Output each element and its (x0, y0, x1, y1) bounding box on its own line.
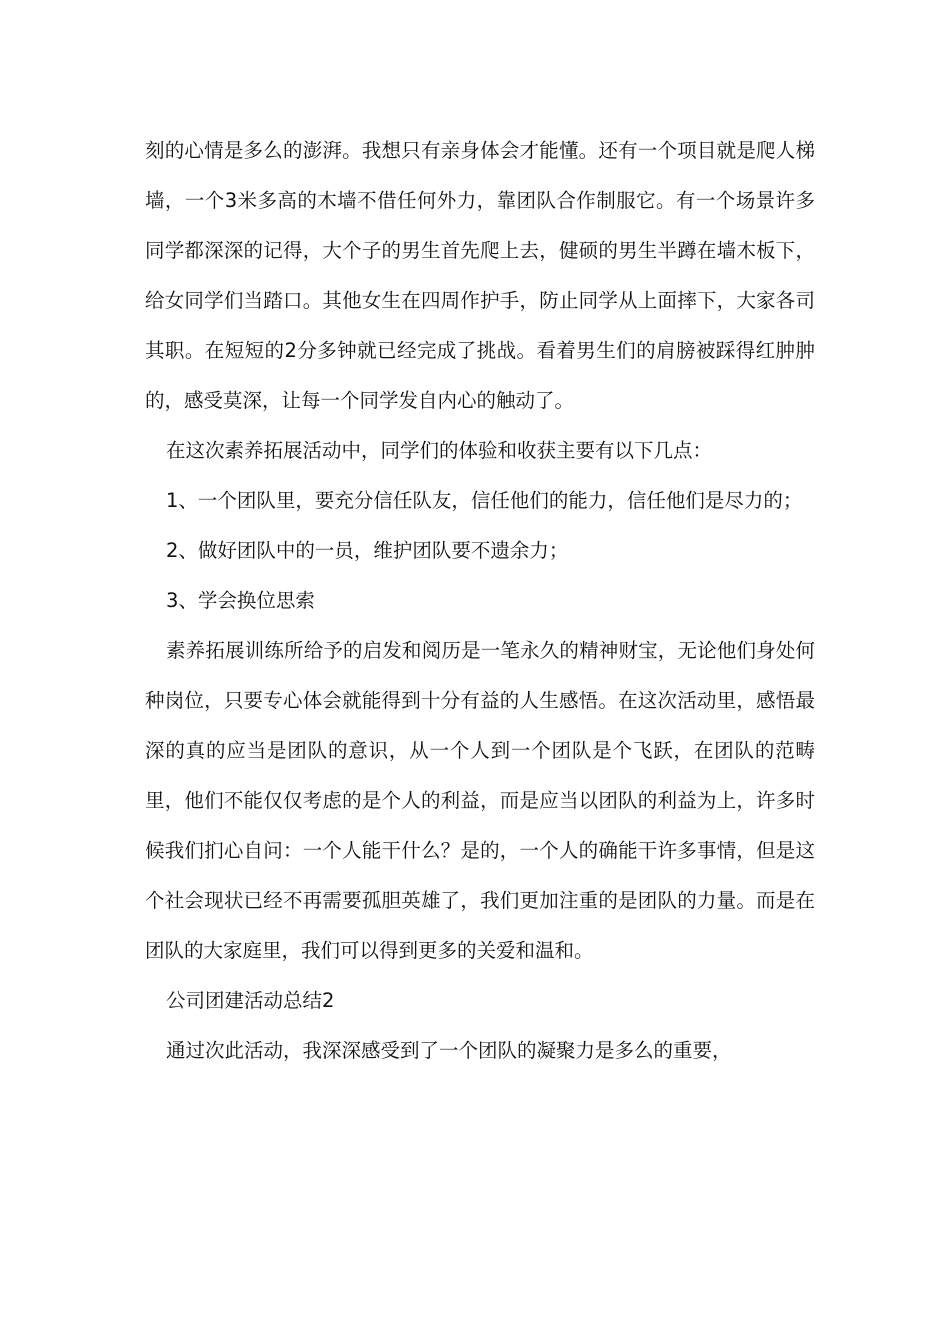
paragraph-team-awareness: 素养拓展训练所给予的启发和阅历是一笔永久的精神财宝，无论他们身处何种岗位，只要专心体会就能得到十分有益的人生感悟。在这次活动里，感悟最深的真的应当是团队的意识，从一个人到一个团队是个飞跃，在团队的范畴里，他们不能仅仅考虑的是个人的利益，而是应当以团队的利益为上，许多时候我们扪心自问：一个人能干什么？是的，一个人的确能干许多事情，但是这个社会现状已经不再需要孤胆英雄了，我们更加注重的是团队的力量。而是在团队的大家庭里，我们可以得到更多的关爱和温和。 (145, 639, 815, 962)
list-item-empathy: 3、学会换位思索 (166, 589, 315, 612)
section-heading-summary-2: 公司团建活动总结2 (166, 989, 335, 1012)
paragraph-gains-intro: 在这次素养拓展活动中，同学们的体验和收获主要有以下几点： (166, 439, 713, 462)
paragraph-cohesion: 通过次此活动，我深深感受到了一个团队的凝聚力是多么的重要， (166, 1039, 732, 1062)
list-item-trust: 1、一个团队里，要充分信任队友，信任他们的能力，信任他们是尽力的； (166, 489, 803, 512)
list-item-member: 2、做好团队中的一员，维护团队要不遗余力； (166, 539, 569, 562)
document-body (145, 126, 815, 1076)
paragraph-ladder-wall: 刻的心情是多么的澎湃。我想只有亲身体会才能懂。还有一个项目就是爬人梯墙，一个3米多高的木墙不借任何外力，靠团队合作制服它。有一个场景许多同学都深深的记得，大个子的男生首先爬上去，健硕的男生半蹲在墙木板下，给女同学们当踏口。其他女生在四周作护手，防止同学从上面摔下，大家各司其职。在短短的2分多钟就已经完成了挑战。看着男生们的肩膀被踩得红肿肿的，感受莫深，让每一个同学发自内心的触动了。 (145, 139, 815, 412)
